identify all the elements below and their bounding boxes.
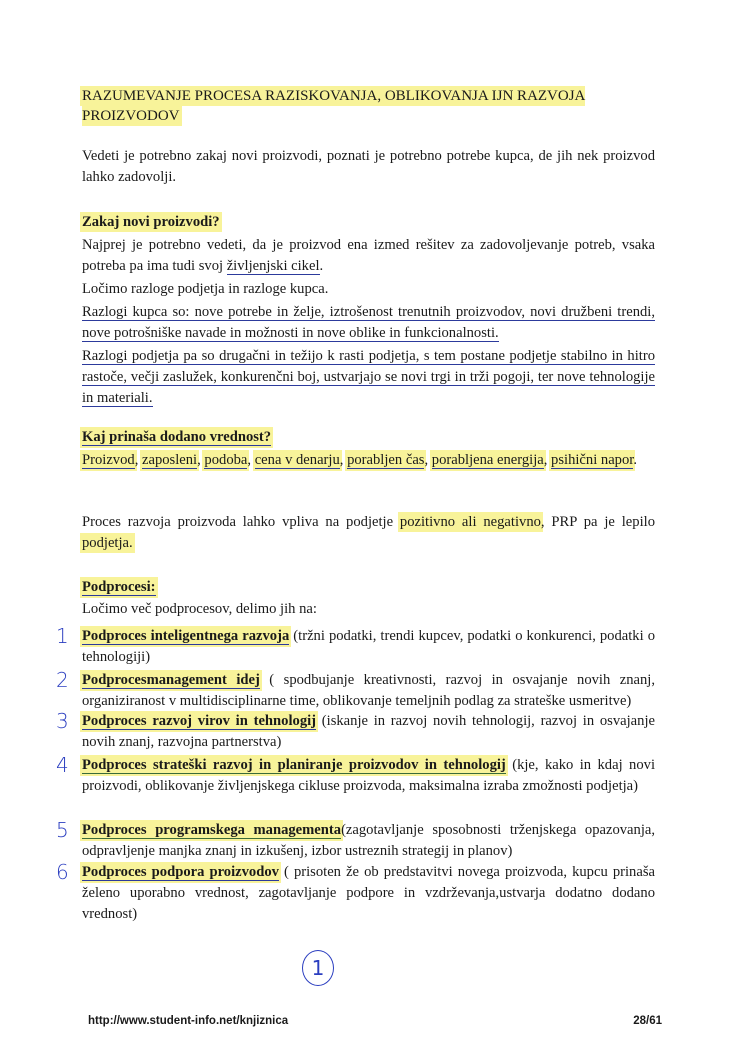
text-segment: (iskanje in razvoj novih tehnologij, razvoj in osvajanje novih znanj, razvojna partnerstva) (82, 713, 655, 750)
handwritten-item-number: 4 (56, 753, 69, 777)
paragraph-locimo-podprocese (82, 599, 655, 620)
text-segment: . (633, 452, 637, 468)
highlighted-text: Podprocesmanagement idej (82, 672, 260, 688)
subprocess-item (82, 862, 655, 925)
highlighted-text: zaposleni (142, 452, 198, 468)
paragraph-razlogi-podjetja (82, 346, 655, 409)
highlighted-text: podoba (204, 452, 248, 468)
highlighted-text: porabljena energija (431, 452, 544, 468)
highlighted-text: Podproces inteligentnega razvoja (82, 628, 290, 644)
highlighted-text: porabljen čas (347, 452, 425, 468)
text-segment: Razlogi kupca so: nove potrebe in želje, iztrošenost trenutnih proizvodov, novi družbeni trendi, nove potrošniške navade in možnosti in nove oblike in funkcionalnosti. (82, 304, 655, 341)
text-segment: ( prisoten že ob predstavitvi novega proizvoda, kupcu prinaša želeno uporabno vrednost, zagotavljanje podpore in vzdrževanja,ustvarja dodatno dodano vrednost) (82, 864, 655, 922)
text-segment: , (134, 452, 142, 468)
highlighted-text: Podproces razvoj virov in tehnologij (82, 713, 317, 729)
text-segment: , (247, 452, 255, 468)
text-segment: (tržni podatki, trendi kupcev, podatki o konkurenci, podatki o tehnologiji) (82, 628, 656, 665)
handwritten-item-number: 6 (56, 860, 69, 884)
paragraph-locimo (82, 279, 655, 300)
text-segment: Vedeti je potrebno zakaj novi proizvodi, poznati je potrebno potrebe kupca, de jih nek proizvod lahko zadovolji. (82, 148, 655, 185)
highlighted-text: Zakaj novi proizvodi? (82, 214, 220, 230)
highlighted-text: Podproces programskega managementa (82, 822, 342, 838)
handwritten-item-number: 1 (56, 624, 69, 648)
text-segment: Proces razvoja proizvoda lahko vpliva na podjetje (82, 514, 400, 530)
text-segment: , (339, 452, 348, 468)
text-segment: . (319, 258, 324, 274)
heading-podprocesi (82, 577, 655, 598)
text-segment: ( spodbujanje kreativnosti, razvoj in osvajanje novih znanj, organiziranost v multidisciplinarne time, oblikovanje temeljnih podlag za strateške usmeritve) (82, 672, 655, 709)
footer-url[interactable]: http://www.student-info.net/knjiznica (88, 1015, 289, 1027)
paragraph-najprej (82, 235, 655, 277)
subprocess-item (82, 755, 655, 797)
text-segment: , (197, 452, 205, 468)
highlighted-text: Podproces strateški razvoj in planiranje proizvodov in tehnologij (82, 757, 506, 773)
highlighted-text: psihični napor (551, 452, 634, 468)
text-segment: Razlogi podjetja pa so drugačni in težijo k rasti podjetja, s tem postane podjetje stabilno in hitro rastoče, večji zaslužek, konkurenčni boj, ustvarjajo se novi trgi in trži pogoji, ter nove tehnologije in materiali. (82, 348, 655, 406)
handwritten-item-number: 5 (56, 818, 69, 842)
text-segment: Najprej je potrebno vedeti, da je proizvod ena izmed rešitev za zadovoljevanje potreb, vsaka potreba pa ima tudi svoj (82, 237, 655, 274)
highlighted-text: pozitivno ali negativno (399, 514, 541, 530)
document-title (82, 86, 655, 126)
highlighted-text: Podprocesi: (82, 579, 156, 595)
highlighted-text: Podproces podpora proizvodov (82, 864, 279, 880)
handwritten-item-number: 2 (56, 668, 69, 692)
text-segment: Ločimo več podprocesov, delimo jih na: (82, 601, 317, 617)
paragraph-proizvod (82, 450, 655, 471)
handwritten-page-marker: 1 (302, 950, 334, 986)
heading-zakaj (82, 212, 655, 233)
text-segment: Ločimo razloge podjetja in razloge kupca. (82, 281, 329, 297)
subprocess-item (82, 670, 655, 712)
heading-dodana-vrednost (82, 427, 655, 448)
subprocess-item (82, 711, 655, 753)
text-segment: , PRP pa je lepilo (540, 514, 655, 530)
highlighted-text: Kaj prinaša dodano vrednost? (82, 429, 272, 445)
highlighted-text: Proizvod (82, 452, 135, 468)
text-segment: življenjski cikel (226, 258, 320, 274)
text-segment: (zagotavljanje sposobnosti trženjskega opazovanja, odpravljenje manjka znanj in izkušenj, izbor ustreznih strategij in planov) (82, 822, 655, 859)
subprocess-item (82, 626, 655, 668)
highlighted-text: cena v denarju (254, 452, 340, 468)
intro-paragraph (82, 146, 655, 188)
paragraph-proces (82, 512, 655, 554)
highlighted-text: RAZUMEVANJE PROCESA RAZISKOVANJA, OBLIKOVANJA IJN RAZVOJA PROIZVODOV (82, 88, 586, 124)
highlighted-text: podjetja. (82, 535, 133, 551)
paragraph-razlogi-kupca (82, 302, 655, 344)
footer-page-number: 28/61 (633, 1015, 662, 1027)
subprocess-item (82, 820, 655, 862)
handwritten-item-number: 3 (56, 709, 69, 733)
text-segment: , (424, 452, 432, 468)
text-segment: , (543, 452, 552, 468)
text-segment: (kje, kako in kdaj novi proizvodi, oblikovanje življenjskega cikluse proizvoda, maksimalna izraba zmožnosti podjetja) (82, 757, 655, 794)
